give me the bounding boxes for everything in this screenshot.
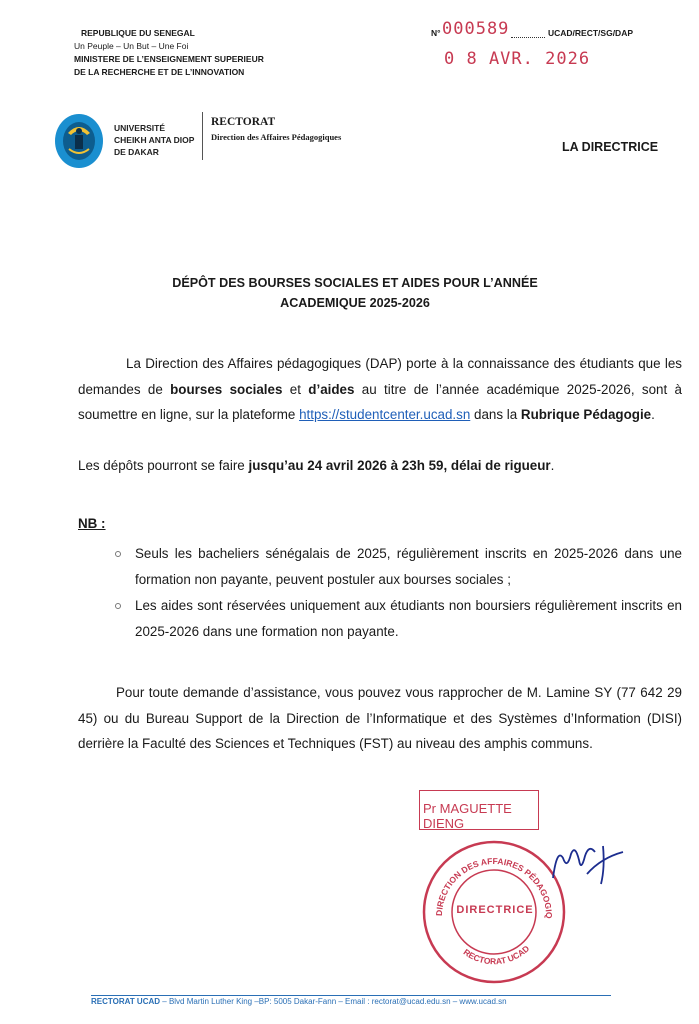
nb-bullet-1 bbox=[116, 541, 682, 592]
ucad-logo-icon bbox=[54, 113, 104, 169]
p1-text-a: La Direction des Affaires pédagogiques (DAP) porte à la connaissance des étudiants que les demandes de bbox=[78, 356, 682, 397]
university-name-line-2: CHEIKH ANTA DIOP bbox=[114, 135, 195, 145]
p1-bold-bourses: bourses sociales bbox=[170, 381, 283, 397]
ref-suffix: UCAD/RECT/SG/DAP bbox=[548, 28, 634, 38]
svg-text:RECTORAT UCAD bbox=[462, 943, 532, 966]
footer-org: RECTORAT UCAD bbox=[91, 997, 161, 1006]
p1-text-c: et bbox=[282, 381, 309, 397]
reference-line bbox=[431, 19, 661, 43]
p1-text-f: dans la bbox=[470, 407, 521, 422]
ministry-line-1: MINISTERE DE L’ENSEIGNEMENT SUPERIEUR bbox=[74, 54, 264, 64]
paragraph-announcement bbox=[78, 351, 682, 428]
seal-ring-top-text: DIRECTION DES AFFAIRES PÉDAGOGIQ bbox=[433, 855, 555, 919]
university-name-line-1: UNIVERSITÉ bbox=[114, 123, 166, 133]
seal-center-text: DIRECTRICE bbox=[456, 904, 534, 916]
nb-bullet-1-text: Seuls les bacheliers sénégalais de 2025, régulièrement inscrits en 2025-2026 dans une formation non payante, peuvent postuler aux bourses sociales ; bbox=[135, 546, 682, 587]
paragraph-assistance: Pour toute demande d’assistance, vous pouvez vous rapprocher de M. Lamine SY (77 642 29 45) ou du Bureau Support de la Direction de l’Informatique et des Systèmes d’Information (DISI) derrière la Faculté des Sciences et Techniques (FST) au niveau des amphis communs. bbox=[78, 685, 682, 751]
footer-details: – Blvd Martin Luther King –BP: 5005 Dakar-Fann – Email : rectorat@ucad.edu.sn – www.ucad.sn bbox=[160, 997, 507, 1006]
paragraph-deadline bbox=[78, 453, 682, 479]
name-stamp bbox=[419, 790, 539, 830]
p2-text-a: Les dépôts pourront se faire bbox=[78, 458, 249, 473]
document-title bbox=[140, 273, 570, 313]
seal-ring-bottom-text: RECTORAT UCAD bbox=[461, 943, 532, 967]
ministry-line-2: DE LA RECHERCHE ET DE L’INNOVATION bbox=[74, 67, 245, 77]
name-stamp-text: Pr MAGUETTE DIENG bbox=[423, 801, 512, 831]
nb-bullet-2-text: Les aides sont réservées uniquement aux étudiants non boursiers régulièrement inscrits en 2025-2026 dans une formation non payante. bbox=[135, 598, 682, 639]
p1-bold-aides: d’aides bbox=[308, 381, 355, 397]
studentcenter-link[interactable]: https://studentcenter.ucad.sn bbox=[299, 407, 471, 422]
title-line-1: DÉPÔT DES BOURSES SOCIALES ET AIDES POUR L’ANNÉE bbox=[172, 276, 538, 290]
ref-prefix: N° bbox=[431, 28, 441, 38]
title-line-2: ACADEMIQUE 2025-2026 bbox=[280, 296, 430, 310]
p1-text-e: au titre de l’année académique 2025-2026, sont à soumettre en ligne, sur la plateforme bbox=[78, 381, 683, 422]
p2-bold-deadline: jusqu’au 24 avril 2026 à 23h 59, délai de rigueur bbox=[248, 458, 551, 473]
national-motto: Un Peuple – Un But – Une Foi bbox=[74, 41, 189, 51]
signature-icon bbox=[545, 838, 645, 888]
p2-text-c: . bbox=[550, 458, 555, 473]
p1-bold-rubrique: Rubrique Pédagogie bbox=[520, 407, 652, 422]
rectorat-label: RECTORAT bbox=[211, 116, 276, 128]
nb-label: NB : bbox=[78, 516, 106, 531]
p1-text-h: . bbox=[651, 407, 655, 422]
university-name bbox=[114, 122, 194, 158]
footer-rule bbox=[91, 995, 611, 996]
ref-number: 000589 bbox=[442, 19, 510, 39]
footer-text bbox=[91, 997, 507, 1006]
republic-title: REPUBLIQUE DU SENEGAL bbox=[81, 28, 195, 38]
header-divider bbox=[202, 112, 203, 160]
university-name-line-3: DE DAKAR bbox=[114, 147, 159, 157]
bullet-circle-icon bbox=[115, 603, 121, 609]
nb-bullet-2 bbox=[116, 593, 682, 644]
direction-label: Direction des Affaires Pédagogiques bbox=[211, 132, 342, 142]
bullet-circle-icon bbox=[115, 551, 121, 557]
date-stamp: 0 8 AVR. 2026 bbox=[444, 49, 591, 69]
recipient-label: LA DIRECTRICE bbox=[562, 140, 659, 154]
